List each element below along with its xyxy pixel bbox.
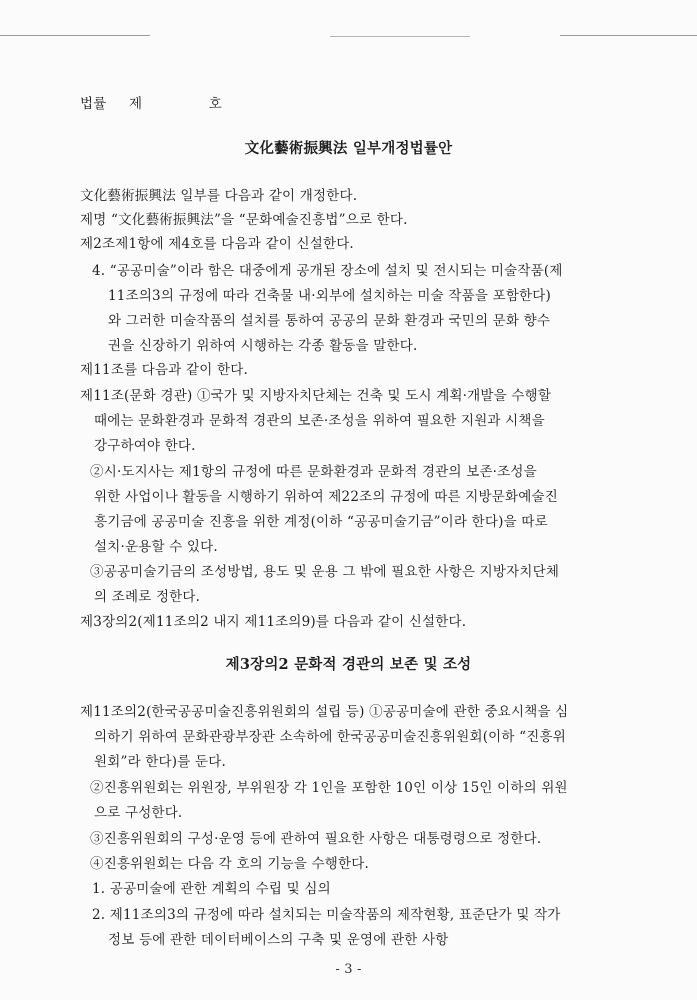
body-line: 제3장의2(제11조의2 내지 제11조의9)를 다음과 같이 신설한다. <box>80 614 467 630</box>
body-line: 文化藝術振興法 일부를 다음과 같이 개정한다. <box>80 188 358 204</box>
bill-ho: 호 <box>208 96 222 112</box>
body-line: 11조의3의 규정에 따라 건축물 내·외부에 설치하는 미술 작품을 포함한다) <box>108 288 552 304</box>
body-line: 1. 공공미술에 관한 계획의 수립 및 심의 <box>92 881 331 897</box>
body-line: 권을 신장하기 위하여 시행하는 각종 활동을 말한다. <box>108 338 418 354</box>
body-line: 2. 제11조의3의 규정에 따라 설치되는 미술작품의 제작현황, 표준단가 및 작가 <box>92 907 561 923</box>
body-line: 설치·운용할 수 있다. <box>94 539 218 555</box>
body-line: ③진흥위원회의 구성·운영 등에 관하여 필요한 사항은 대통령령으로 정한다. <box>90 831 542 847</box>
body-line: 위한 사업이나 활동을 시행하기 위하여 제22조의 규정에 따른 지방문화예술진 <box>94 489 558 505</box>
body-line: ②시·도지사는 제1항의 규정에 따른 문화환경과 문화적 경관의 보존·조성을 <box>90 464 537 480</box>
body-line: 정보 등에 관한 데이터베이스의 구축 및 운영에 관한 사항 <box>108 932 449 948</box>
body-line: ②진흥위원회는 위원장, 부위원장 각 1인을 포함한 10인 이상 15인 이하의 위원 <box>90 780 568 796</box>
bill-number-header <box>80 92 222 112</box>
body-line: 의하기 위하여 문화관광부장관 소속하에 한국공공미술진흥위원회(이하 “진흥위 <box>94 729 566 745</box>
scan-artifact-line <box>560 35 697 36</box>
scan-artifact-line <box>0 35 150 36</box>
document-title: 文化藝術振興法 일부개정법률안 <box>244 140 453 157</box>
body-line: 흥기금에 공공미술 진흥을 위한 계정(이하 “공공미술기금”이라 한다)을 따로 <box>94 514 548 530</box>
body-line: 제11조(문화 경관) ①국가 및 지방자치단체는 건축 및 도시 계획·개발을 수행할 <box>80 388 552 404</box>
body-line: 제11조의2(한국공공미술진흥위원회의 설립 등) ①공공미술에 관한 중요시책을 심 <box>80 704 569 720</box>
body-line: ③공공미술기금의 조성방법, 용도 및 운용 그 밖에 필요한 사항은 지방자치단체 <box>90 564 560 580</box>
body-line: 4. “공공미술”이라 함은 대중에게 공개된 장소에 설치 및 전시되는 미술작품(제 <box>92 263 563 279</box>
body-line: 때에는 문화환경과 문화적 경관의 보존·조성을 위하여 필요한 지원과 시책을 <box>94 413 545 429</box>
scan-artifact-line <box>330 36 470 37</box>
body-line: 의 조례로 정한다. <box>94 589 201 605</box>
bill-label: 법률 <box>80 96 107 112</box>
body-line: 강구하여야 한다. <box>94 438 196 454</box>
body-line: 제명 “文化藝術振興法”을 “문화예술진흥법”으로 한다. <box>80 212 408 228</box>
body-line: 으로 구성한다. <box>94 805 183 821</box>
body-line: ④진흥위원회는 다음 각 호의 기능을 수행한다. <box>90 856 369 872</box>
body-line: 와 그러한 미술작품의 설치를 통하여 공공의 문화 환경과 국민의 문화 향수 <box>108 313 551 329</box>
body-line: 제11조를 다음과 같이 한다. <box>80 362 248 378</box>
chapter-title: 제3장의2 문화적 경관의 보존 및 조성 <box>225 656 472 673</box>
body-line: 원회”라 한다)를 둔다. <box>94 754 226 770</box>
body-line: 제2조제1항에 제4호를 다음과 같이 신설한다. <box>80 236 354 252</box>
page-number: - 3 - <box>335 962 362 977</box>
bill-je: 제 <box>128 96 143 112</box>
